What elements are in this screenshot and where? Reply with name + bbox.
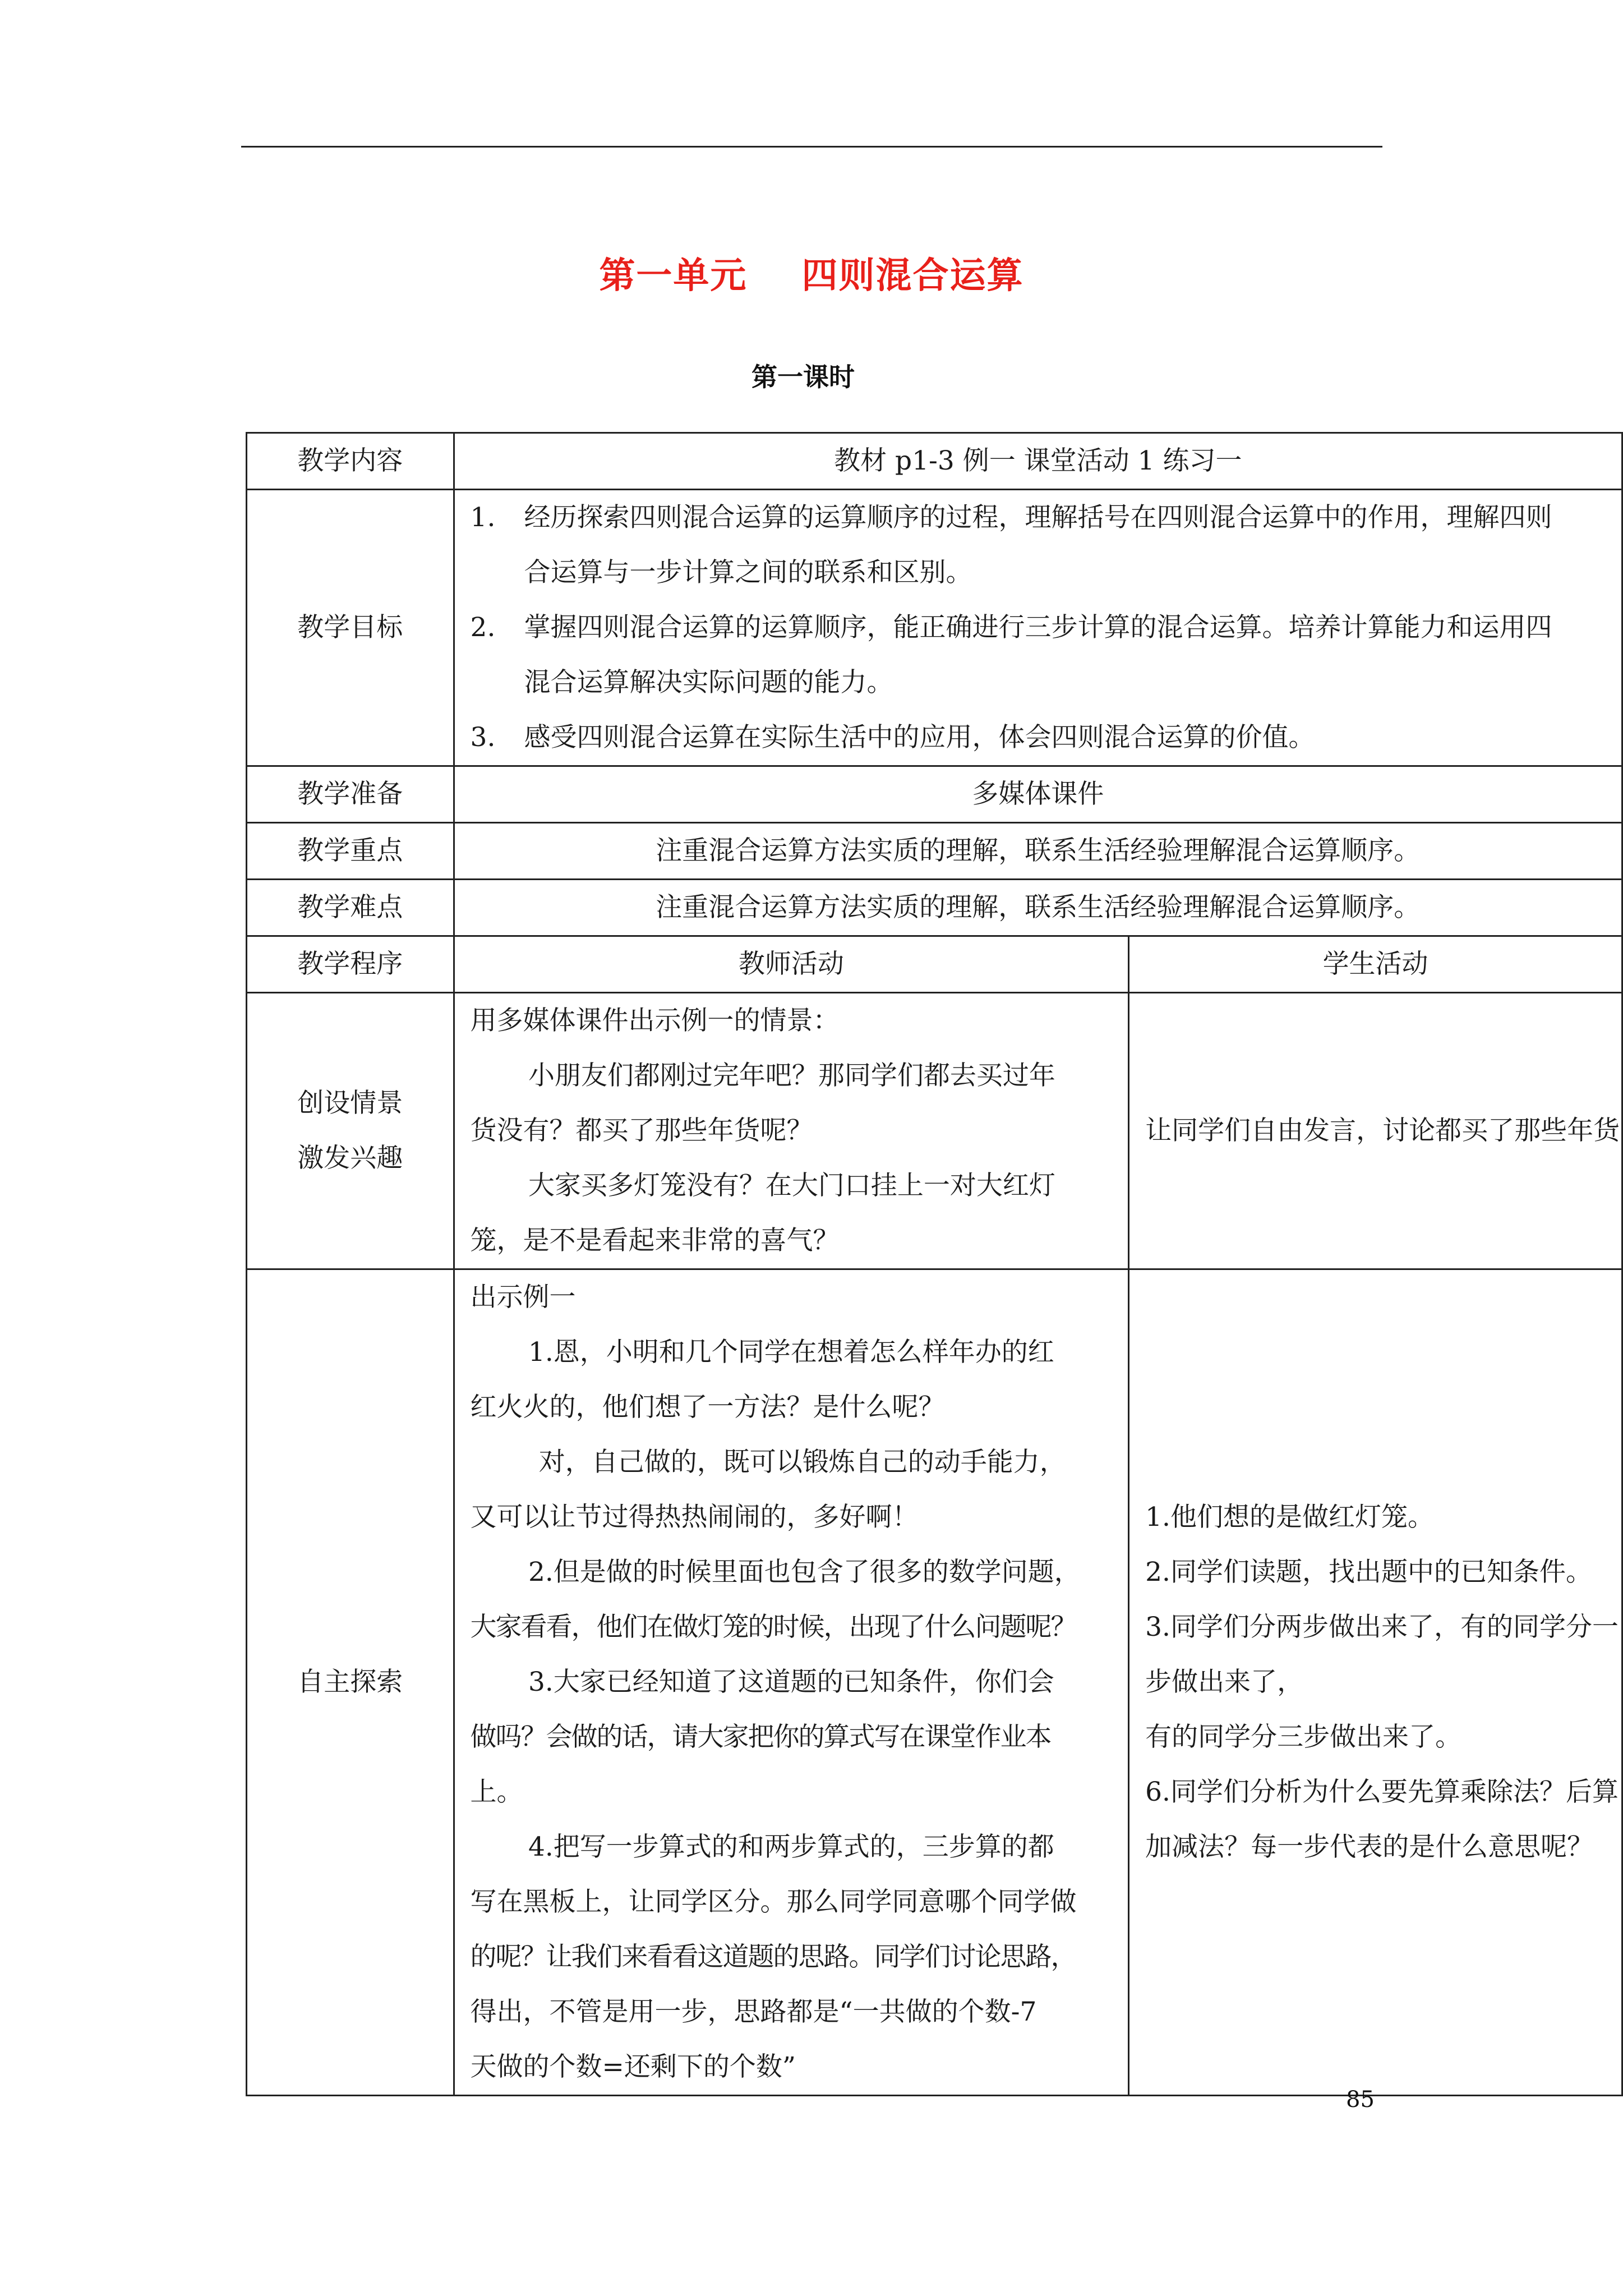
goal-item-continued: 混合运算解决实际问题的能力。 — [524, 667, 893, 698]
table-row — [247, 993, 1622, 1269]
teacher-activity-header: 教师活动 — [454, 936, 1129, 993]
table-row — [247, 433, 1622, 490]
header-rule — [241, 146, 1382, 148]
goals-label: 教学目标 — [247, 490, 454, 766]
goal-item: 2. 掌握四则混合运算的运算顺序，能正确进行三步计算的混合运算。培养计算能力和运用四 — [470, 612, 1552, 643]
lesson-plan-table — [246, 432, 1623, 2096]
goal-item: 1. 经历探索四则混合运算的运算顺序的过程，理解括号在四则混合运算中的作用，理解四则 — [470, 502, 1552, 533]
content-label: 教学内容 — [247, 433, 454, 490]
table-row — [247, 766, 1622, 823]
prep-label: 教学准备 — [247, 766, 454, 823]
program-label: 教学程序 — [247, 936, 454, 993]
difficult-label: 教学难点 — [247, 880, 454, 936]
section1-label: 创设情景 激发兴趣 — [247, 993, 454, 1269]
goal-item-continued: 合运算与一步计算之间的联系和区别。 — [524, 557, 972, 588]
table-row — [247, 490, 1622, 766]
key-value: 注重混合运算方法实质的理解，联系生活经验理解混合运算顺序。 — [454, 823, 1622, 880]
section2-teacher-activity: 出示例一 1.恩，小明和几个同学在想着怎么样年办的红 红火火的，他们想了一方法？是什么呢？ 对，自己做的，既可以锻炼自己的动手能力， 又可以让节过得热热闹闹的，多好啊！ 2.但是做的时候里面也包含了很多的数学问题， 大家看看，他们在做灯笼的时候，出现了什么问题呢？ 3.大家已经知道了这道题的已知条件，你们会 做吗？会做的话，请大家把你的算式写在课堂作业本 上。 4.把写一步算式的和两步算式的，三步算的都 写在黑板上，让同学区分。那么同学同意哪个同学做 的呢？让我们来看看这道题的思路。同学们讨论思路， 得出，不管是用一步，思路都是“一共做的个数-7 天做的个数=还剩下的个数” — [454, 1269, 1129, 2096]
content-value: 教材 p1-3 例一 课堂活动 1 练习一 — [454, 433, 1622, 490]
difficult-value: 注重混合运算方法实质的理解，联系生活经验理解混合运算顺序。 — [454, 880, 1622, 936]
lesson-subtitle: 第一课时 — [751, 362, 855, 392]
document-title: 第一单元 四则混合运算 — [599, 255, 1024, 297]
key-label: 教学重点 — [247, 823, 454, 880]
table-row — [247, 880, 1622, 936]
table-row — [247, 1269, 1622, 2096]
section1-student-activity: 让同学们自由发言，讨论都买了那些年货 — [1129, 993, 1622, 1269]
table-row — [247, 936, 1622, 993]
goals-cell — [454, 490, 1622, 766]
section2-student-activity: 1.他们想的是做红灯笼。 2.同学们读题，找出题中的已知条件。 3.同学们分两步做出来了，有的同学分一 步做出来了， 有的同学分三步做出来了。 6.同学们分析为什么要先算乘除法？后算 加减法？每一步代表的是什么意思呢？ — [1129, 1269, 1622, 2096]
page-number: 85 — [1346, 2087, 1375, 2113]
prep-value: 多媒体课件 — [454, 766, 1622, 823]
table-row — [247, 823, 1622, 880]
student-activity-header: 学生活动 — [1129, 936, 1622, 993]
section1-teacher-activity: 用多媒体课件出示例一的情景： 小朋友们都刚过完年吧？那同学们都去买过年 货没有？都买了那些年货呢？ 大家买多灯笼没有？在大门口挂上一对大红灯 笼，是不是看起来非常的喜气？ — [454, 993, 1129, 1269]
goal-item: 3. 感受四则混合运算在实际生活中的应用，体会四则混合运算的价值。 — [470, 722, 1315, 753]
section2-label: 自主探索 — [247, 1269, 454, 2096]
